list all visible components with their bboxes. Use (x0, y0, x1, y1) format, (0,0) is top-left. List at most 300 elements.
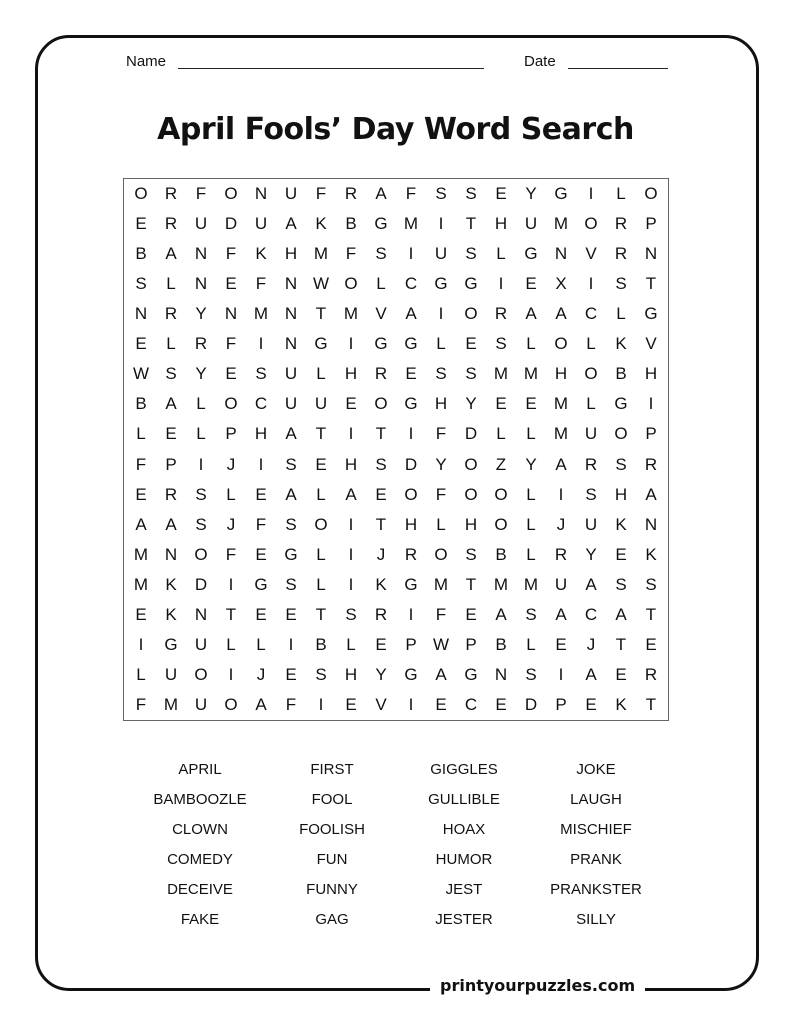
grid-cell[interactable]: A (495, 604, 507, 624)
grid-cell[interactable]: A (615, 604, 627, 624)
grid-cell[interactable]: S (285, 514, 297, 534)
grid-cell[interactable]: C (404, 274, 418, 294)
grid-cell[interactable]: O (584, 364, 598, 384)
grid-cell[interactable]: T (615, 634, 627, 654)
grid-cell[interactable]: L (166, 274, 176, 294)
grid-cell[interactable]: S (195, 484, 207, 504)
grid-cell[interactable]: H (404, 514, 418, 534)
grid-cell[interactable]: M (313, 244, 329, 264)
grid-cell[interactable]: E (225, 274, 237, 294)
grid-cell[interactable]: C (464, 694, 478, 714)
grid-cell[interactable]: R (164, 304, 178, 324)
grid-cell[interactable]: L (436, 514, 446, 534)
grid-cell[interactable]: F (405, 184, 417, 204)
grid-cell[interactable]: H (284, 244, 298, 264)
grid-cell[interactable]: I (348, 544, 354, 564)
grid-cell[interactable]: S (435, 364, 447, 384)
grid-cell[interactable]: U (284, 184, 298, 204)
grid-cell[interactable]: R (494, 304, 508, 324)
grid-cell[interactable]: D (194, 574, 208, 594)
grid-cell[interactable]: Y (435, 454, 447, 474)
grid-cell[interactable]: B (495, 634, 507, 654)
grid-cell[interactable]: L (496, 424, 506, 444)
grid-cell[interactable]: U (194, 634, 208, 654)
grid-cell[interactable]: M (253, 304, 269, 324)
grid-cell[interactable]: S (285, 454, 297, 474)
grid-cell[interactable]: K (315, 214, 327, 234)
grid-cell[interactable]: G (164, 634, 178, 654)
grid-cell[interactable]: I (228, 664, 234, 684)
grid-cell[interactable]: U (584, 424, 598, 444)
grid-cell[interactable]: E (345, 394, 357, 414)
grid-cell[interactable]: I (348, 574, 354, 594)
grid-cell[interactable]: U (254, 214, 268, 234)
grid-cell[interactable]: D (404, 454, 418, 474)
grid-cell[interactable]: H (554, 364, 568, 384)
grid-cell[interactable]: T (225, 604, 237, 624)
grid-cell[interactable]: F (195, 184, 207, 204)
grid-cell[interactable]: G (284, 544, 298, 564)
grid-cell[interactable]: P (405, 634, 417, 654)
grid-cell[interactable]: T (465, 574, 477, 594)
grid-cell[interactable]: X (555, 274, 567, 294)
grid-cell[interactable]: L (526, 544, 536, 564)
grid-cell[interactable]: E (495, 184, 507, 204)
grid-cell[interactable]: S (435, 184, 447, 204)
grid-cell[interactable]: N (644, 514, 658, 534)
grid-cell[interactable]: S (585, 484, 597, 504)
grid-cell[interactable]: L (316, 364, 326, 384)
grid-cell[interactable]: N (494, 664, 508, 684)
grid-cell[interactable]: Y (525, 454, 537, 474)
grid-cell[interactable]: S (375, 454, 387, 474)
grid-cell[interactable]: N (164, 544, 178, 564)
grid-cell[interactable]: L (526, 634, 536, 654)
grid-cell[interactable]: O (584, 214, 598, 234)
grid-cell[interactable]: I (648, 394, 654, 414)
grid-cell[interactable]: F (285, 694, 297, 714)
grid-cell[interactable]: G (464, 274, 478, 294)
grid-cell[interactable]: I (408, 694, 414, 714)
grid-cell[interactable]: P (225, 424, 237, 444)
grid-cell[interactable]: O (314, 514, 328, 534)
grid-cell[interactable]: J (226, 514, 236, 534)
grid-cell[interactable]: J (586, 634, 596, 654)
grid-cell[interactable]: J (256, 664, 266, 684)
grid-cell[interactable]: H (344, 664, 358, 684)
grid-cell[interactable]: R (644, 664, 658, 684)
grid-cell[interactable]: H (464, 514, 478, 534)
grid-cell[interactable]: L (346, 634, 356, 654)
grid-cell[interactable]: O (464, 304, 478, 324)
grid-cell[interactable]: I (558, 484, 564, 504)
grid-cell[interactable]: E (135, 334, 147, 354)
grid-cell[interactable]: K (165, 574, 177, 594)
grid-cell[interactable]: G (644, 304, 658, 324)
grid-cell[interactable]: B (135, 244, 147, 264)
grid-cell[interactable]: A (555, 604, 567, 624)
grid-cell[interactable]: F (345, 244, 357, 264)
grid-cell[interactable]: N (194, 244, 208, 264)
grid-cell[interactable]: F (135, 694, 147, 714)
grid-cell[interactable]: R (644, 454, 658, 474)
grid-cell[interactable]: S (285, 574, 297, 594)
grid-cell[interactable]: E (435, 694, 447, 714)
grid-cell[interactable]: R (374, 604, 388, 624)
grid-cell[interactable]: G (524, 244, 538, 264)
grid-cell[interactable]: I (408, 244, 414, 264)
grid-cell[interactable]: M (493, 364, 509, 384)
grid-cell[interactable]: L (616, 184, 626, 204)
grid-cell[interactable]: H (644, 364, 658, 384)
grid-cell[interactable]: M (523, 364, 539, 384)
grid-cell[interactable]: E (555, 634, 567, 654)
grid-cell[interactable]: L (136, 664, 146, 684)
grid-cell[interactable]: F (435, 424, 447, 444)
grid-cell[interactable]: M (553, 214, 569, 234)
grid-cell[interactable]: I (408, 604, 414, 624)
grid-cell[interactable]: A (345, 484, 357, 504)
grid-cell[interactable]: F (435, 484, 447, 504)
grid-cell[interactable]: Y (195, 304, 207, 324)
grid-cell[interactable]: V (375, 694, 387, 714)
grid-cell[interactable]: W (312, 274, 330, 294)
grid-cell[interactable]: V (645, 334, 657, 354)
grid-cell[interactable]: M (493, 574, 509, 594)
grid-cell[interactable]: N (194, 274, 208, 294)
grid-cell[interactable]: P (165, 454, 177, 474)
grid-cell[interactable]: S (465, 364, 477, 384)
grid-cell[interactable]: L (526, 514, 536, 534)
grid-cell[interactable]: E (135, 604, 147, 624)
grid-cell[interactable]: S (525, 664, 537, 684)
grid-cell[interactable]: E (585, 694, 597, 714)
grid-cell[interactable]: A (165, 244, 177, 264)
grid-cell[interactable]: S (195, 514, 207, 534)
grid-cell[interactable]: W (132, 364, 150, 384)
grid-cell[interactable]: K (375, 574, 387, 594)
grid-cell[interactable]: N (554, 244, 568, 264)
grid-cell[interactable]: E (495, 394, 507, 414)
grid-cell[interactable]: C (584, 604, 598, 624)
grid-cell[interactable]: U (284, 364, 298, 384)
grid-cell[interactable]: E (165, 424, 177, 444)
grid-cell[interactable]: T (465, 214, 477, 234)
grid-cell[interactable]: G (434, 274, 448, 294)
grid-cell[interactable]: L (616, 304, 626, 324)
grid-cell[interactable]: L (526, 334, 536, 354)
grid-cell[interactable]: A (405, 304, 417, 324)
grid-cell[interactable]: I (138, 634, 144, 654)
grid-cell[interactable]: T (645, 274, 657, 294)
grid-cell[interactable]: A (375, 184, 387, 204)
grid-cell[interactable]: H (434, 394, 448, 414)
grid-cell[interactable]: K (255, 244, 267, 264)
grid-cell[interactable]: E (255, 484, 267, 504)
grid-cell[interactable]: L (496, 244, 506, 264)
grid-cell[interactable]: P (645, 214, 657, 234)
grid-cell[interactable]: A (645, 484, 657, 504)
grid-cell[interactable]: Y (375, 664, 387, 684)
grid-cell[interactable]: M (403, 214, 419, 234)
grid-cell[interactable]: N (284, 334, 298, 354)
grid-cell[interactable]: L (316, 574, 326, 594)
grid-cell[interactable]: B (345, 214, 357, 234)
grid-cell[interactable]: O (464, 484, 478, 504)
grid-cell[interactable]: A (165, 394, 177, 414)
grid-cell[interactable]: S (315, 664, 327, 684)
grid-cell[interactable]: M (343, 304, 359, 324)
grid-cell[interactable]: O (134, 184, 148, 204)
grid-cell[interactable]: A (285, 214, 297, 234)
grid-cell[interactable]: S (465, 184, 477, 204)
grid-cell[interactable]: U (194, 214, 208, 234)
grid-cell[interactable]: O (494, 484, 508, 504)
grid-cell[interactable]: O (434, 544, 448, 564)
grid-cell[interactable]: R (584, 454, 598, 474)
grid-cell[interactable]: T (315, 604, 327, 624)
grid-cell[interactable]: A (555, 304, 567, 324)
grid-cell[interactable]: M (433, 574, 449, 594)
grid-cell[interactable]: K (615, 334, 627, 354)
grid-cell[interactable]: U (434, 244, 448, 264)
grid-cell[interactable]: E (525, 274, 537, 294)
grid-cell[interactable]: G (404, 334, 418, 354)
grid-cell[interactable]: R (554, 544, 568, 564)
grid-cell[interactable]: U (554, 574, 568, 594)
grid-cell[interactable]: S (615, 454, 627, 474)
grid-cell[interactable]: H (254, 424, 268, 444)
grid-cell[interactable]: L (586, 394, 596, 414)
grid-cell[interactable]: E (375, 634, 387, 654)
grid-cell[interactable]: L (316, 544, 326, 564)
grid-cell[interactable]: S (465, 244, 477, 264)
grid-cell[interactable]: Y (525, 184, 537, 204)
grid-cell[interactable]: O (494, 514, 508, 534)
grid-cell[interactable]: E (285, 604, 297, 624)
grid-cell[interactable]: I (348, 334, 354, 354)
grid-cell[interactable]: G (374, 334, 388, 354)
grid-cell[interactable]: L (526, 484, 536, 504)
grid-cell[interactable]: L (436, 334, 446, 354)
grid-cell[interactable]: D (524, 694, 538, 714)
grid-cell[interactable]: U (284, 394, 298, 414)
grid-cell[interactable]: M (133, 574, 149, 594)
grid-cell[interactable]: E (135, 214, 147, 234)
grid-cell[interactable]: J (556, 514, 566, 534)
grid-cell[interactable]: F (225, 544, 237, 564)
grid-cell[interactable]: U (314, 394, 328, 414)
grid-cell[interactable]: O (614, 424, 628, 444)
grid-cell[interactable]: I (408, 424, 414, 444)
grid-cell[interactable]: I (228, 574, 234, 594)
grid-cell[interactable]: F (225, 334, 237, 354)
grid-cell[interactable]: G (464, 664, 478, 684)
grid-cell[interactable]: R (344, 184, 358, 204)
grid-cell[interactable]: K (615, 514, 627, 534)
name-field-line[interactable] (178, 68, 484, 69)
grid-cell[interactable]: F (255, 274, 267, 294)
grid-cell[interactable]: A (285, 484, 297, 504)
grid-cell[interactable]: G (614, 394, 628, 414)
grid-cell[interactable]: S (465, 544, 477, 564)
grid-cell[interactable]: Y (585, 544, 597, 564)
grid-cell[interactable]: R (374, 364, 388, 384)
grid-cell[interactable]: L (256, 634, 266, 654)
grid-cell[interactable]: S (525, 604, 537, 624)
grid-cell[interactable]: T (315, 424, 327, 444)
grid-cell[interactable]: N (284, 274, 298, 294)
grid-cell[interactable]: L (226, 634, 236, 654)
grid-cell[interactable]: M (133, 544, 149, 564)
grid-cell[interactable]: T (375, 424, 387, 444)
grid-cell[interactable]: S (645, 574, 657, 594)
grid-cell[interactable]: O (224, 694, 238, 714)
grid-cell[interactable]: C (254, 394, 268, 414)
grid-cell[interactable]: T (375, 514, 387, 534)
grid-cell[interactable]: L (196, 394, 206, 414)
grid-cell[interactable]: W (432, 634, 450, 654)
grid-cell[interactable]: B (495, 544, 507, 564)
grid-cell[interactable]: F (255, 514, 267, 534)
grid-cell[interactable]: A (255, 694, 267, 714)
grid-cell[interactable]: A (585, 574, 597, 594)
grid-cell[interactable]: E (465, 334, 477, 354)
grid-cell[interactable]: G (374, 214, 388, 234)
grid-cell[interactable]: G (404, 574, 418, 594)
grid-cell[interactable]: U (584, 514, 598, 534)
grid-cell[interactable]: O (224, 394, 238, 414)
grid-cell[interactable]: M (553, 424, 569, 444)
grid-cell[interactable]: E (375, 484, 387, 504)
grid-cell[interactable]: R (614, 244, 628, 264)
grid-cell[interactable]: E (345, 694, 357, 714)
grid-cell[interactable]: P (555, 694, 567, 714)
grid-cell[interactable]: O (344, 274, 358, 294)
grid-cell[interactable]: E (255, 604, 267, 624)
grid-cell[interactable]: L (526, 424, 536, 444)
grid-cell[interactable]: M (523, 574, 539, 594)
grid-cell[interactable]: L (136, 424, 146, 444)
grid-cell[interactable]: R (194, 334, 208, 354)
grid-cell[interactable]: I (258, 454, 264, 474)
grid-cell[interactable]: C (584, 304, 598, 324)
grid-cell[interactable]: D (464, 424, 478, 444)
grid-cell[interactable]: E (255, 544, 267, 564)
grid-cell[interactable]: K (615, 694, 627, 714)
grid-cell[interactable]: E (225, 364, 237, 384)
grid-cell[interactable]: L (376, 274, 386, 294)
grid-cell[interactable]: S (165, 364, 177, 384)
grid-cell[interactable]: B (135, 394, 147, 414)
grid-cell[interactable]: I (438, 304, 444, 324)
grid-cell[interactable]: M (553, 394, 569, 414)
grid-cell[interactable]: V (585, 244, 597, 264)
grid-cell[interactable]: A (435, 664, 447, 684)
grid-cell[interactable]: I (558, 664, 564, 684)
grid-cell[interactable]: G (404, 664, 418, 684)
grid-cell[interactable]: A (555, 454, 567, 474)
grid-cell[interactable]: E (495, 694, 507, 714)
grid-cell[interactable]: N (224, 304, 238, 324)
grid-cell[interactable]: G (404, 394, 418, 414)
grid-cell[interactable]: S (375, 244, 387, 264)
grid-cell[interactable]: O (644, 184, 658, 204)
grid-cell[interactable]: S (615, 574, 627, 594)
grid-cell[interactable]: N (254, 184, 268, 204)
grid-cell[interactable]: R (614, 214, 628, 234)
grid-cell[interactable]: R (164, 184, 178, 204)
grid-cell[interactable]: S (135, 274, 147, 294)
grid-cell[interactable]: S (615, 274, 627, 294)
grid-cell[interactable]: E (615, 544, 627, 564)
grid-cell[interactable]: I (588, 184, 594, 204)
grid-cell[interactable]: P (645, 424, 657, 444)
grid-cell[interactable]: N (194, 604, 208, 624)
grid-cell[interactable]: G (554, 184, 568, 204)
grid-cell[interactable]: U (524, 214, 538, 234)
grid-cell[interactable]: A (585, 664, 597, 684)
grid-cell[interactable]: V (375, 304, 387, 324)
grid-cell[interactable]: T (645, 604, 657, 624)
grid-cell[interactable]: M (163, 694, 179, 714)
grid-cell[interactable]: S (345, 604, 357, 624)
grid-cell[interactable]: E (405, 364, 417, 384)
grid-cell[interactable]: L (586, 334, 596, 354)
grid-cell[interactable]: K (165, 604, 177, 624)
grid-cell[interactable]: I (348, 514, 354, 534)
grid-cell[interactable]: T (315, 304, 327, 324)
grid-cell[interactable]: G (314, 334, 328, 354)
grid-cell[interactable]: G (254, 574, 268, 594)
grid-cell[interactable]: F (225, 244, 237, 264)
grid-cell[interactable]: A (525, 304, 537, 324)
grid-cell[interactable]: Y (195, 364, 207, 384)
grid-cell[interactable]: A (165, 514, 177, 534)
grid-cell[interactable]: F (315, 184, 327, 204)
grid-cell[interactable]: J (226, 454, 236, 474)
grid-cell[interactable]: I (588, 274, 594, 294)
grid-cell[interactable]: U (194, 694, 208, 714)
grid-cell[interactable]: I (258, 334, 264, 354)
grid-cell[interactable]: L (166, 334, 176, 354)
grid-cell[interactable]: I (198, 454, 204, 474)
grid-cell[interactable]: E (285, 664, 297, 684)
grid-cell[interactable]: E (645, 634, 657, 654)
grid-cell[interactable]: N (284, 304, 298, 324)
grid-cell[interactable]: H (344, 454, 358, 474)
grid-cell[interactable]: B (315, 634, 327, 654)
grid-cell[interactable]: A (135, 514, 147, 534)
grid-cell[interactable]: O (194, 664, 208, 684)
grid-cell[interactable]: I (318, 694, 324, 714)
grid-cell[interactable]: D (224, 214, 238, 234)
grid-cell[interactable]: I (438, 214, 444, 234)
grid-cell[interactable]: I (498, 274, 504, 294)
grid-cell[interactable]: I (288, 634, 294, 654)
grid-cell[interactable]: O (374, 394, 388, 414)
grid-cell[interactable]: H (614, 484, 628, 504)
grid-cell[interactable]: O (404, 484, 418, 504)
grid-cell[interactable]: S (255, 364, 267, 384)
grid-cell[interactable]: L (316, 484, 326, 504)
grid-cell[interactable]: H (344, 364, 358, 384)
grid-cell[interactable]: U (164, 664, 178, 684)
grid-cell[interactable]: O (224, 184, 238, 204)
grid-cell[interactable]: L (196, 424, 206, 444)
grid-cell[interactable]: O (554, 334, 568, 354)
grid-cell[interactable]: O (464, 454, 478, 474)
